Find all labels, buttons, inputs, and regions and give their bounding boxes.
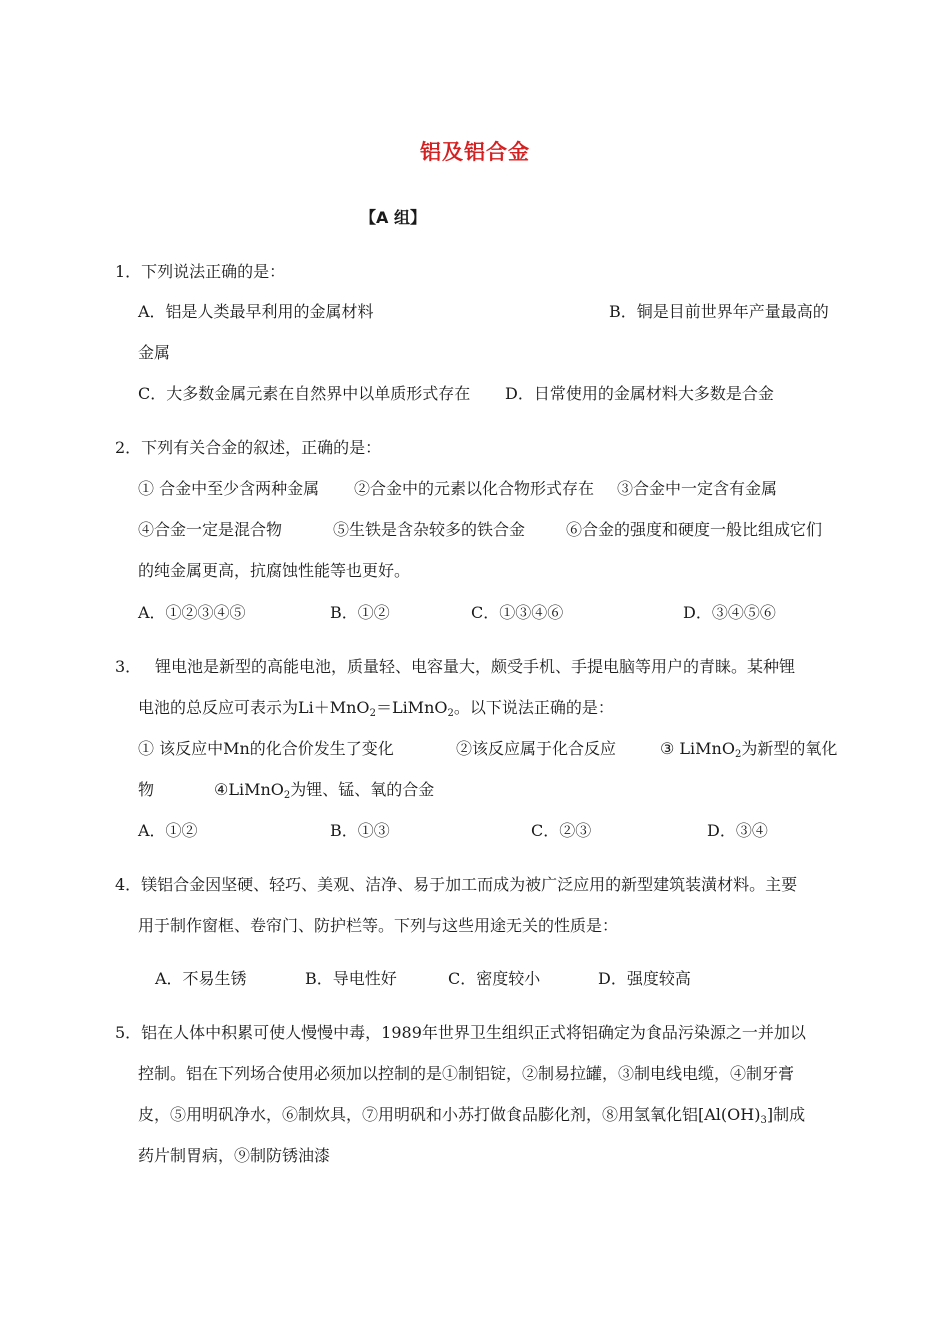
page-title: 铝及铝合金 — [420, 140, 530, 164]
q3-statement-1: ① 该反应中Mn的化合价发生了变化 — [138, 739, 394, 758]
q4-option-b: B．导电性好 — [305, 969, 397, 988]
q5-line-1: 5．铝在人体中积累可使人慢慢中毒，1989年世界卫生组织正式将铝确定为食品污染源之一并加以 — [115, 1023, 806, 1042]
q3-stem-line-1: 锂电池是新型的高能电池，质量轻、电容量大，颇受手机、手提电脑等用户的青睐。某种锂 — [155, 657, 796, 676]
q3-option-c: C．②③ — [531, 821, 592, 840]
q2-statement-3: ③合金中一定含有金属 — [617, 479, 778, 498]
q2-statement-2: ②合金中的元素以化合物形式存在 — [354, 479, 595, 498]
q4-option-a: A．不易生锈 — [155, 969, 247, 988]
q3-option-b: B．①③ — [330, 821, 390, 840]
q1-option-b-cont: 金属 — [138, 343, 171, 362]
q2-statement-5: ⑤生铁是含杂较多的铁合金 — [333, 520, 526, 539]
q5-line-3: 皮，⑤用明矾净水，⑥制炊具，⑦用明矾和小苏打做食品膨化剂，⑧用氢氧化铝$[Al(OH)_3]$制成 — [138, 1105, 806, 1126]
q4-option-d: D．强度较高 — [598, 969, 691, 988]
q1-option-b: B．铜是目前世界年产量最高的 — [609, 302, 829, 321]
q1-stem: 1．下列说法正确的是： — [115, 262, 286, 281]
q3-option-a: A．①② — [138, 821, 198, 840]
q2-statement-1: ① 合金中至少含两种金属 — [138, 479, 320, 498]
q3-number: 3． — [115, 657, 142, 676]
q3-stem-line-2: 电池的总反应可表示为Li＋MnO$_2$＝LiMnO$_2$。以下说法正确的是： — [138, 698, 614, 719]
q3-option-d: D．③④ — [707, 821, 768, 840]
q2-statement-4: ④合金一定是混合物 — [138, 520, 283, 539]
q4-option-c: C．密度较小 — [448, 969, 541, 988]
q4-stem-line-1: 4．镁铝合金因坚硬、轻巧、美观、洁净、易于加工而成为被广泛应用的新型建筑装潢材料。主要 — [115, 875, 798, 894]
q2-statement-6: ⑥合金的强度和硬度一般比组成它们 — [566, 520, 823, 539]
q5-line-2: 控制。铝在下列场合使用必须加以控制的是①制铝锭，②制易拉罐，③制电线电缆，④制牙膏 — [138, 1064, 795, 1083]
q3-statement-4: ④LiMnO$_2$为锂、锰、氧的合金 — [214, 780, 435, 801]
q2-statement-6-cont: 的纯金属更高，抗腐蚀性能等也更好。 — [138, 561, 411, 580]
group-heading: 【A 组】 — [360, 208, 426, 227]
q2-option-a: A．①②③④⑤ — [138, 603, 246, 622]
q1-option-d: D．日常使用的金属材料大多数是合金 — [505, 384, 774, 403]
q3-statement-3: ③ LiMnO$_2$为新型的氧化 — [660, 739, 838, 760]
q2-option-d: D．③④⑤⑥ — [683, 603, 776, 622]
q2-option-c: C．①③④⑥ — [471, 603, 564, 622]
q1-option-c: C．大多数金属元素在自然界中以单质形式存在 — [138, 384, 471, 403]
q3-statement-3-cont: 物 — [138, 780, 155, 799]
q1-option-a: A．铝是人类最早利用的金属材料 — [138, 302, 374, 321]
q2-stem: 2．下列有关合金的叙述，正确的是： — [115, 438, 382, 457]
q4-stem-line-2: 用于制作窗框、卷帘门、防护栏等。下列与这些用途无关的性质是： — [138, 916, 619, 935]
q5-line-4: 药片制胃病，⑨制防锈油漆 — [138, 1146, 331, 1165]
q2-option-b: B．①② — [330, 603, 390, 622]
q3-statement-2: ②该反应属于化合反应 — [456, 739, 617, 758]
